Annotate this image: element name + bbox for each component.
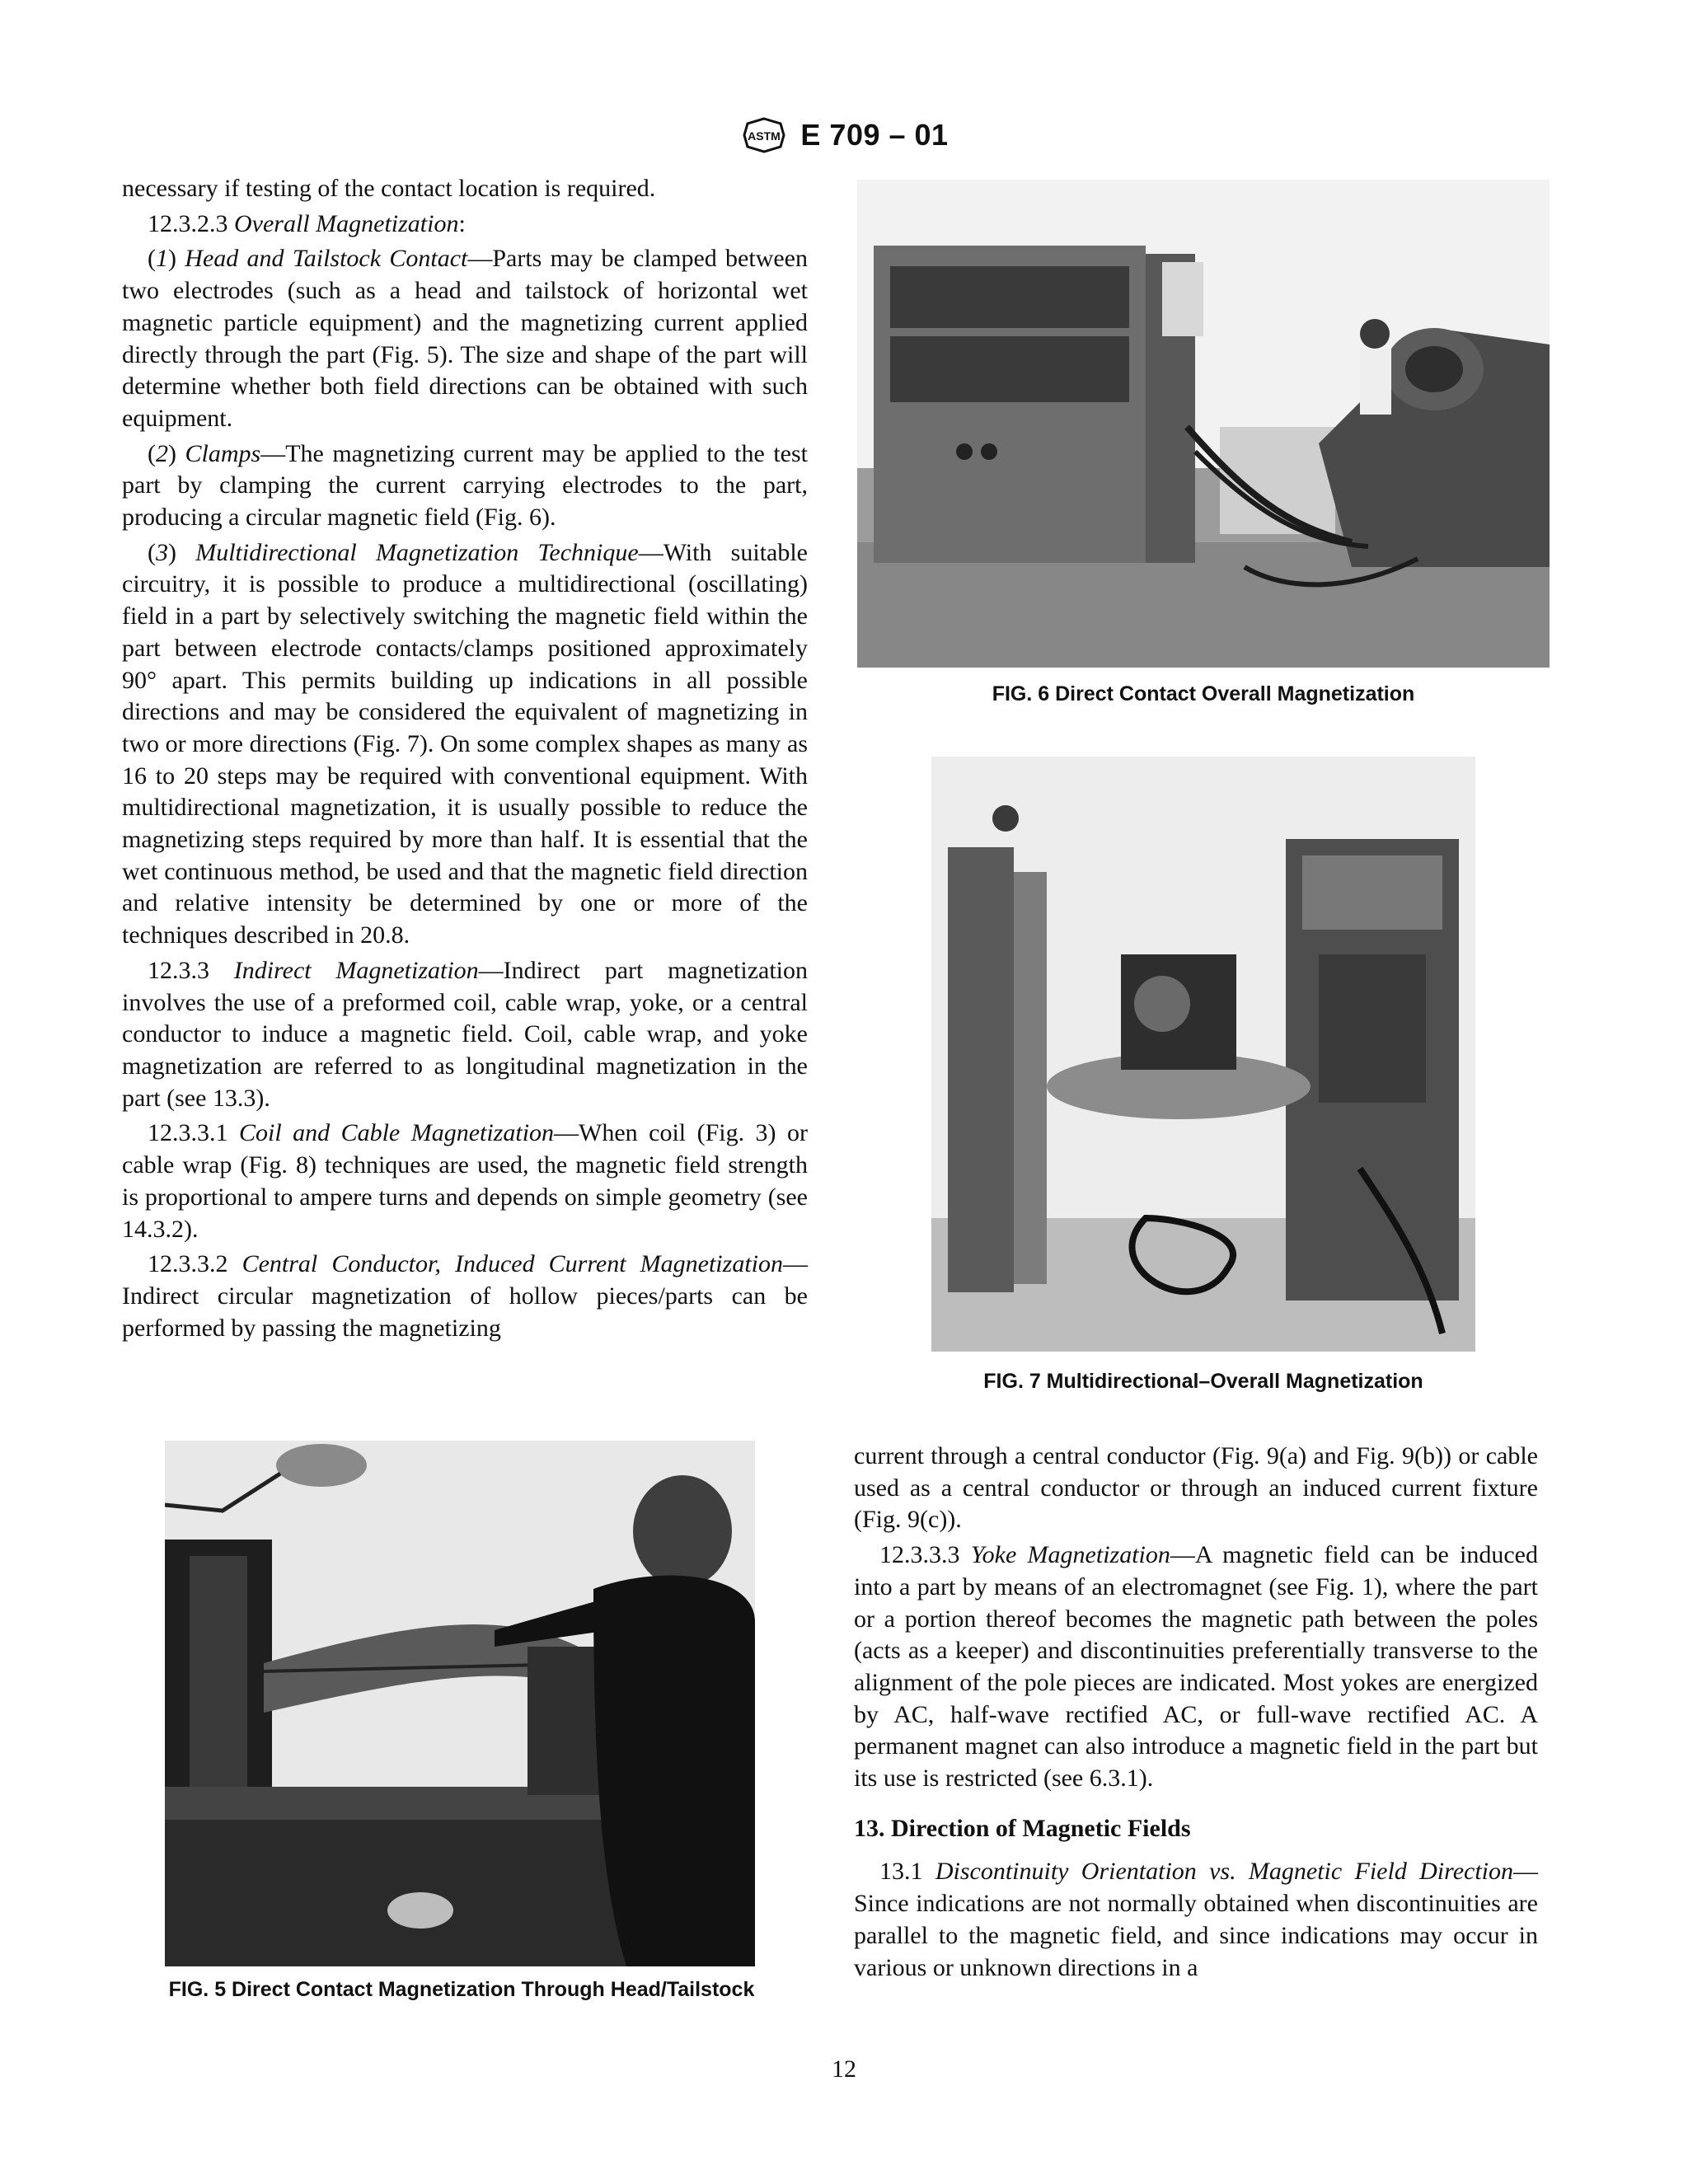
fig7-caption: FIG. 7 Multidirectional–Overall Magnetization xyxy=(983,1370,1423,1393)
astm-logo-icon xyxy=(739,115,789,155)
paragraph: (1) Head and Tailstock Contact—Parts may be clamped between two electrodes (such as a head and tailstock of horizontal wet magnetic particle equipment) and the magnetizing current applied directly through the part (Fig. 5). The size and shape of the part will determine whether both field directions can be obtained with such equipment. xyxy=(122,245,808,432)
paragraph: 12.3.3.2 Central Conductor, Induced Current Magnetization—Indirect circular magnetization of hollow pieces/parts can be performed by passing the magnetizing xyxy=(122,1250,808,1342)
paragraph: 12.3.3 Indirect Magnetization—Indirect part magnetization involves the use of a preformed coil, cable wrap, yoke, or a central conductor to induce a magnetic field. Coil, cable wrap, and yoke magnetization are referred to as longitudinal magnetization in the part (see 13.3). xyxy=(122,956,809,1112)
paragraph: (2) Clamps—The magnetizing current may be applied to the test part by clamping the current carrying electrodes to the part, producing a circular magnetic field (Fig. 6). xyxy=(122,439,808,532)
fig6-photo xyxy=(857,180,1550,668)
fig7-photo xyxy=(931,757,1475,1352)
svg-text:ASTM: ASTM xyxy=(748,129,781,143)
document-id: E 709 – 01 xyxy=(800,118,949,152)
right-text-column xyxy=(854,1441,1538,1984)
section-heading: 13. Direction of Magnetic Fields xyxy=(854,1814,1191,1842)
left-text-column xyxy=(122,173,808,1344)
fig5-caption: FIG. 5 Direct Contact Magnetization Through Head/Tailstock xyxy=(168,1978,755,2001)
paragraph: 12.3.2.3 Overall Magnetization: xyxy=(148,209,466,237)
paragraph: current through a central conductor (Fig. 9(a) and Fig. 9(b)) or cable used as a central conductor or through an induced current fixture (Fig. 9(c)). xyxy=(854,1442,1538,1534)
fig6-caption: FIG. 6 Direct Contact Overall Magnetization xyxy=(992,682,1415,705)
paragraph: (3) Multidirectional Magnetization Technique—With suitable circuitry, it is possible to produce a multidirectional (oscillating) field in a part by selectively switching the magnetic field within the part between electrode contacts/clamps positioned approximately 90° apart. This permits building up indications in all possible directions and may be considered the equivalent of magnetizing in two or more directions (Fig. 7). On some complex shapes as many as 16 to 20 steps may be required with conventional equipment. With multidirectional magnetization, it is usually possible to reduce the magnetizing steps required by more than half. It is essential that the wet continuous method, be used and that the magnetic field direction and relative intensity be determined by one or more of the techniques described in 20.8. xyxy=(122,538,808,949)
page-header xyxy=(0,115,1688,157)
paragraph: 12.3.3.3 Yoke Magnetization—A magnetic field can be induced into a part by means of an electromagnet (see Fig. 1), where the part or a portion thereof becomes the magnetic path between the poles (acts as a keeper) and discontinuities preferentially transverse to the alignment of the pole pieces are indicated. Most yokes are energized by AC, half-wave rectified AC, or full-wave rectified AC. A permanent magnet can also introduce a magnetic field in the part but its use is restricted (see 6.3.1). xyxy=(854,1541,1538,1793)
paragraph: 13.1 Discontinuity Orientation vs. Magnetic Field Direction—Since indications are not normally obtained when discontinuities are parallel to the magnetic field, and since indications may occur in various or unknown directions in a xyxy=(854,1858,1538,1981)
fig5-photo xyxy=(165,1441,755,1966)
paragraph: necessary if testing of the contact location is required. xyxy=(122,175,656,202)
paragraph: 12.3.3.1 Coil and Cable Magnetization—When coil (Fig. 3) or cable wrap (Fig. 8) techniques are used, the magnetic field strength is proportional to ampere turns and depends on simple geometry (see 14.3.2). xyxy=(122,1119,808,1243)
page-number: 12 xyxy=(832,2055,856,2083)
